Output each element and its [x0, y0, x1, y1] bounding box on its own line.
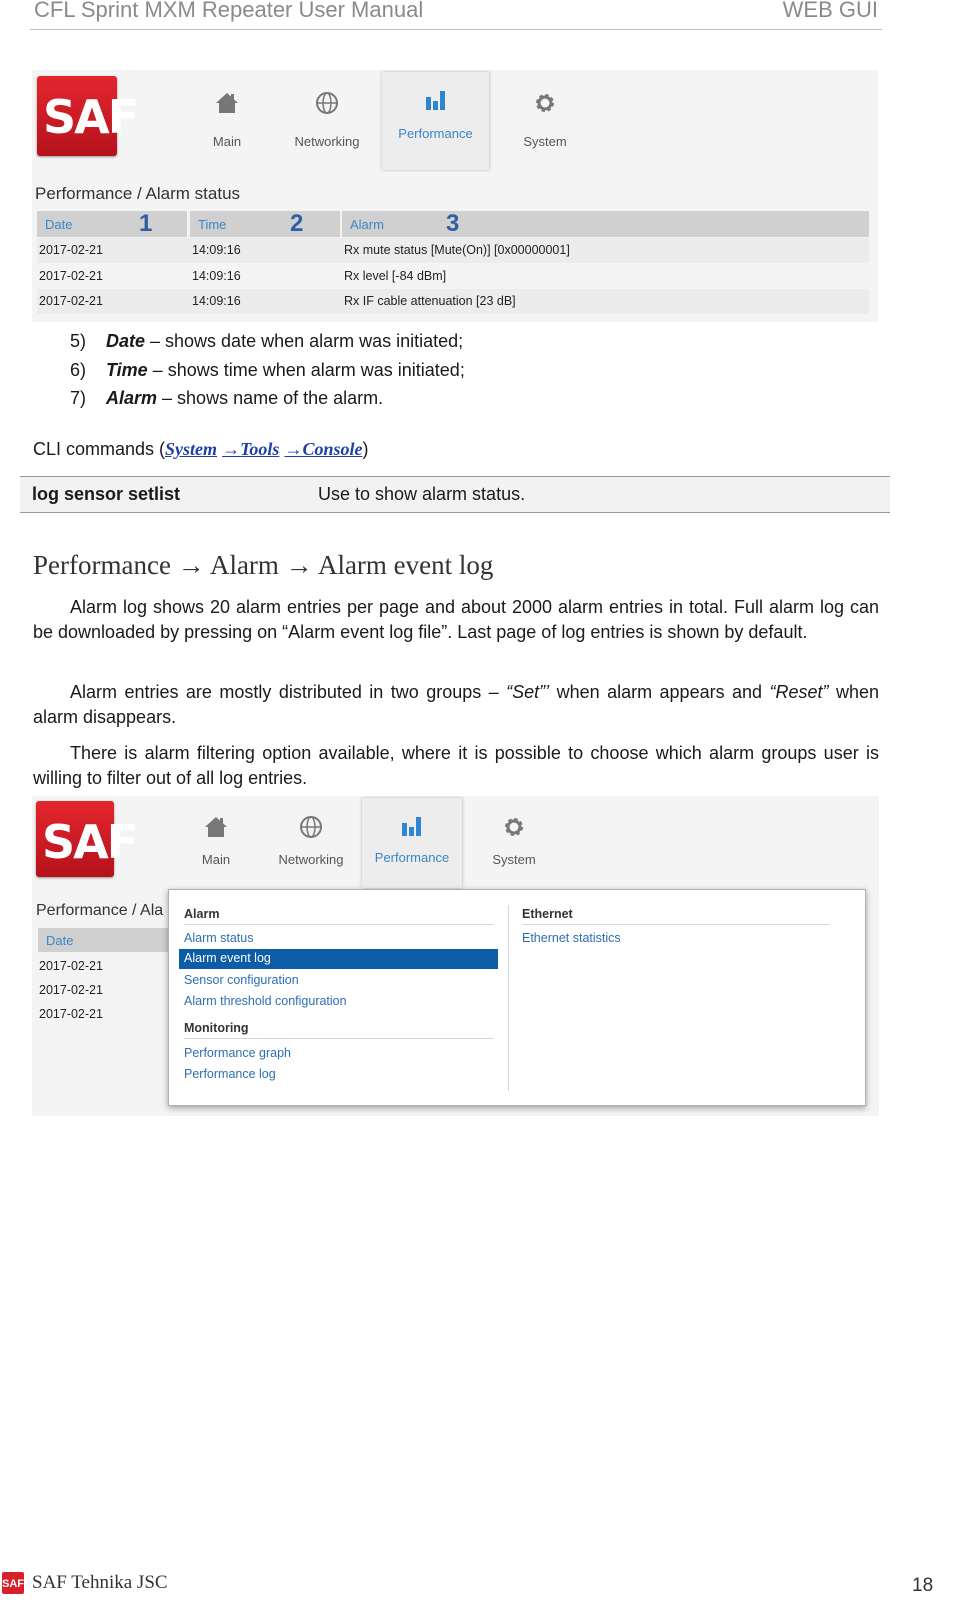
- table-row: 2017-02-21 14:09:16 Rx IF cable attenuation [23 dB]: [37, 289, 869, 314]
- nav-performance[interactable]: [362, 798, 462, 888]
- bar-chart-icon: [400, 814, 424, 838]
- saf-logo: SAF: [37, 76, 117, 156]
- cli-command: log sensor setlist: [32, 484, 181, 504]
- manual-title: CFL Sprint MXM Repeater User Manual: [34, 0, 424, 22]
- nav-networking[interactable]: [272, 814, 350, 894]
- paragraph: There is alarm filtering option available, where it is possible to choose which alarm groups user is willing to filter out of all log entries.: [33, 743, 879, 788]
- col-alarm[interactable]: Alarm 3: [342, 211, 869, 237]
- footer-saf-logo: SAF: [2, 1572, 24, 1594]
- marker-3: 3: [446, 210, 460, 237]
- nav-networking-label: Networking: [294, 134, 360, 149]
- nav-system-label: System: [523, 134, 567, 149]
- saf-logo: SAF: [36, 801, 114, 877]
- nav-main-label: Main: [212, 134, 242, 149]
- list-item: 5) Date – shows date when alarm was initiated;: [70, 331, 464, 351]
- arrow: →: [222, 439, 241, 459]
- home-icon: [214, 90, 240, 116]
- cli-description: Use to show alarm status.: [318, 484, 526, 504]
- table-row: 2017-02-21 14:09:16 Rx mute status [Mute(On)] [0x00000001]: [37, 238, 869, 263]
- column-divider: [508, 905, 509, 1091]
- home-icon: [203, 814, 229, 840]
- nav-performance[interactable]: [382, 72, 489, 170]
- globe-icon: [298, 814, 324, 840]
- menu-header-ethernet: Ethernet: [522, 907, 573, 921]
- menu-item-sensor-configuration[interactable]: Sensor configuration: [184, 973, 299, 987]
- nav-main[interactable]: [192, 90, 262, 180]
- menu-item-performance-log[interactable]: Performance log: [184, 1067, 276, 1081]
- table-row: 2017-02-21: [39, 1007, 103, 1021]
- gear-icon: [501, 814, 527, 840]
- list-item: 6) Time – shows time when alarm was initiated;: [70, 360, 465, 380]
- nav-performance-label: Performance: [374, 850, 450, 865]
- col-time[interactable]: Time 2: [190, 211, 340, 237]
- paragraph: Alarm entries are mostly distributed in two groups – “Set”’ when alarm appears and “Reset” when alarm disappears.: [33, 682, 879, 727]
- menu-header-monitoring: Monitoring: [184, 1021, 249, 1035]
- nav-networking-label: Networking: [278, 852, 344, 867]
- section-heading: Performance → Alarm → Alarm event log: [33, 550, 494, 580]
- list-item: 7) Alarm – shows name of the alarm.: [70, 388, 384, 408]
- paragraph: Alarm log shows 20 alarm entries per page and about 2000 alarm entries in total. Full alarm log can be downloaded by pressing on “Alarm event log file”. Last page of log entries is shown by default.: [33, 597, 879, 642]
- table-row: 2017-02-21 14:09:16 Rx level [-84 dBm]: [39, 269, 447, 283]
- nav-main[interactable]: [182, 814, 250, 894]
- nav-system-label: System: [492, 852, 536, 867]
- divider: [184, 924, 494, 925]
- menu-item-alarm-threshold-configuration[interactable]: Alarm threshold configuration: [184, 994, 347, 1008]
- running-header: [30, 0, 882, 30]
- alarm-event-log-screenshot: [32, 796, 879, 1116]
- nav-performance-label: Performance: [398, 126, 473, 141]
- nav-system[interactable]: [510, 90, 580, 180]
- divider: [184, 1038, 494, 1039]
- link-console[interactable]: Console: [302, 439, 363, 459]
- menu-item-alarm-status[interactable]: Alarm status: [184, 931, 254, 945]
- panel-title: Performance / Alarm status: [35, 184, 241, 203]
- link-system[interactable]: System: [165, 439, 218, 459]
- footer-company: SAF Tehnika JSC: [32, 1572, 168, 1593]
- globe-icon: [314, 90, 340, 116]
- table-row: 2017-02-21: [39, 983, 103, 997]
- nav-system[interactable]: [480, 814, 548, 894]
- gear-icon: [532, 90, 558, 116]
- panel-title: Performance / Ala: [36, 902, 164, 919]
- col-date[interactable]: Date 1: [37, 211, 187, 237]
- section-label: WEB GUI: [782, 0, 878, 22]
- menu-item-ethernet-statistics[interactable]: Ethernet statistics: [522, 931, 621, 945]
- marker-1: 1: [139, 210, 153, 237]
- table-row: 2017-02-21: [39, 959, 103, 973]
- link-tools[interactable]: Tools: [240, 439, 280, 459]
- page-number: 18: [912, 1575, 934, 1596]
- nav-main-label: Main: [201, 852, 231, 867]
- col-date[interactable]: Date: [38, 928, 178, 952]
- alarm-status-screenshot: [32, 70, 878, 322]
- menu-item-performance-graph[interactable]: Performance graph: [184, 1046, 292, 1060]
- menu-item-alarm-event-log[interactable]: Alarm event log: [179, 949, 498, 969]
- performance-dropdown-menu: [168, 889, 866, 1106]
- bar-chart-icon: [424, 88, 448, 112]
- arrow: →: [284, 439, 303, 459]
- menu-header-alarm: Alarm: [184, 907, 220, 921]
- cli-command-table: [20, 476, 890, 513]
- divider: [522, 924, 830, 925]
- cli-commands-line: CLI commands (System →Tools →Console): [33, 439, 369, 459]
- marker-2: 2: [290, 210, 304, 237]
- nav-networking[interactable]: [287, 90, 367, 180]
